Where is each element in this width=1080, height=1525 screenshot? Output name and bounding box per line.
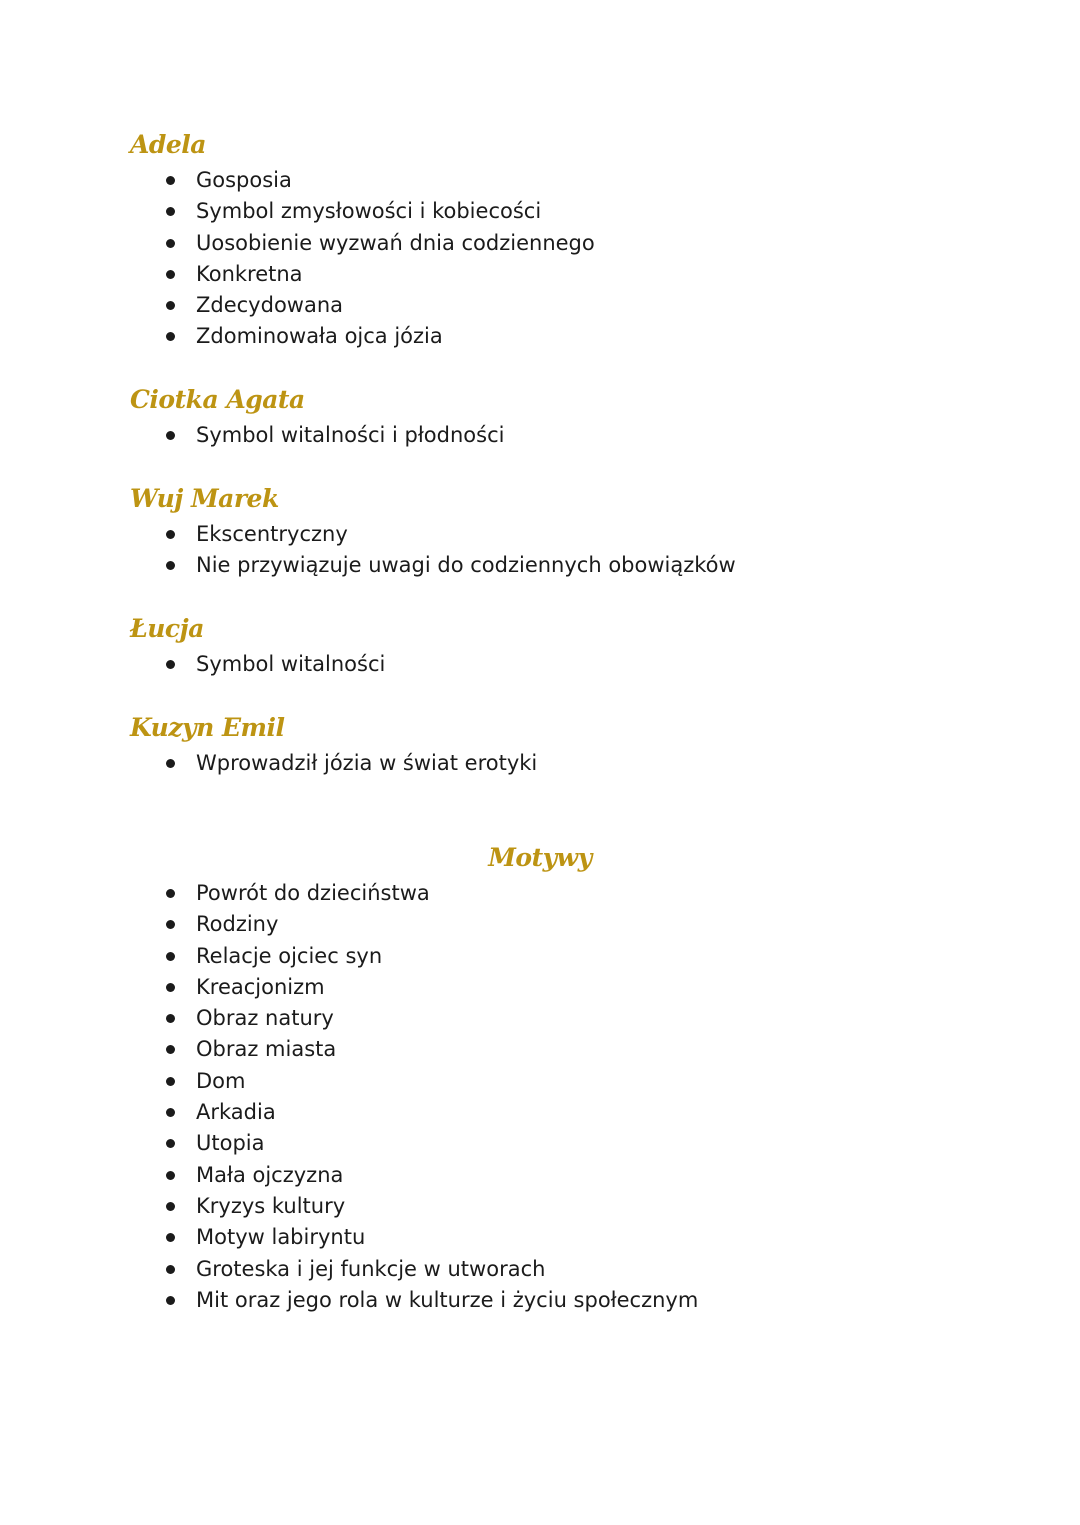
- list-item: Mała ojczyzna: [0, 1160, 698, 1191]
- bullet-icon: [166, 561, 175, 570]
- list-item: Dom: [0, 1066, 698, 1097]
- list-item: Obraz natury: [0, 1003, 698, 1034]
- bullet-icon: [166, 759, 175, 768]
- list-item: Wprowadził józia w świat erotyki: [0, 748, 537, 779]
- list-item: Zdominowała ojca józia: [0, 321, 595, 352]
- bullet-icon: [166, 1202, 175, 1211]
- list-item: Motyw labiryntu: [0, 1222, 698, 1253]
- bullet-icon: [166, 1233, 175, 1242]
- bullet-icon: [166, 530, 175, 539]
- section-list-kuzyn-emil: [0, 748, 537, 779]
- list-item: Zdecydowana: [0, 290, 595, 321]
- bullet-icon: [166, 1171, 175, 1180]
- bullet-icon: [166, 301, 175, 310]
- bullet-icon: [166, 1077, 175, 1086]
- bullet-icon: [166, 920, 175, 929]
- section-heading-lucja: Łucja: [130, 614, 204, 643]
- section-list-lucja: [0, 649, 385, 680]
- list-item: Relacje ojciec syn: [0, 941, 698, 972]
- bullet-icon: [166, 983, 175, 992]
- bullet-icon: [166, 332, 175, 341]
- section-list-ciotka-agata: [0, 420, 504, 451]
- bullet-icon: [166, 1296, 175, 1305]
- bullet-icon: [166, 1014, 175, 1023]
- list-item: Obraz miasta: [0, 1034, 698, 1065]
- list-item: Ekscentryczny: [0, 519, 736, 550]
- section-heading-wuj-marek: Wuj Marek: [130, 484, 279, 513]
- bullet-icon: [166, 889, 175, 898]
- bullet-icon: [166, 1045, 175, 1054]
- bullet-icon: [166, 431, 175, 440]
- list-item: Kryzys kultury: [0, 1191, 698, 1222]
- list-item: Symbol witalności i płodności: [0, 420, 504, 451]
- list-item: Symbol zmysłowości i kobiecości: [0, 196, 595, 227]
- list-item: Gosposia: [0, 165, 595, 196]
- bullet-icon: [166, 270, 175, 279]
- section-list-wuj-marek: [0, 519, 736, 582]
- list-item: Arkadia: [0, 1097, 698, 1128]
- list-item: Konkretna: [0, 259, 595, 290]
- motifs-list: [0, 878, 698, 1316]
- list-item: Kreacjonizm: [0, 972, 698, 1003]
- bullet-icon: [166, 660, 175, 669]
- section-heading-adela: Adela: [130, 130, 206, 159]
- bullet-icon: [166, 1139, 175, 1148]
- list-item: Utopia: [0, 1128, 698, 1159]
- bullet-icon: [166, 1108, 175, 1117]
- bullet-icon: [166, 952, 175, 961]
- list-item: Symbol witalności: [0, 649, 385, 680]
- section-list-adela: [0, 165, 595, 353]
- motifs-heading: Motywy: [488, 843, 592, 872]
- list-item: Powrót do dzieciństwa: [0, 878, 698, 909]
- section-heading-ciotka-agata: Ciotka Agata: [130, 385, 305, 414]
- bullet-icon: [166, 1265, 175, 1274]
- list-item: Uosobienie wyzwań dnia codziennego: [0, 228, 595, 259]
- list-item: Mit oraz jego rola w kulturze i życiu społecznym: [0, 1285, 698, 1316]
- bullet-icon: [166, 207, 175, 216]
- bullet-icon: [166, 239, 175, 248]
- bullet-icon: [166, 176, 175, 185]
- list-item: Rodziny: [0, 909, 698, 940]
- list-item: Groteska i jej funkcje w utworach: [0, 1254, 698, 1285]
- list-item: Nie przywiązuje uwagi do codziennych obowiązków: [0, 550, 736, 581]
- section-heading-kuzyn-emil: Kuzyn Emil: [130, 713, 285, 742]
